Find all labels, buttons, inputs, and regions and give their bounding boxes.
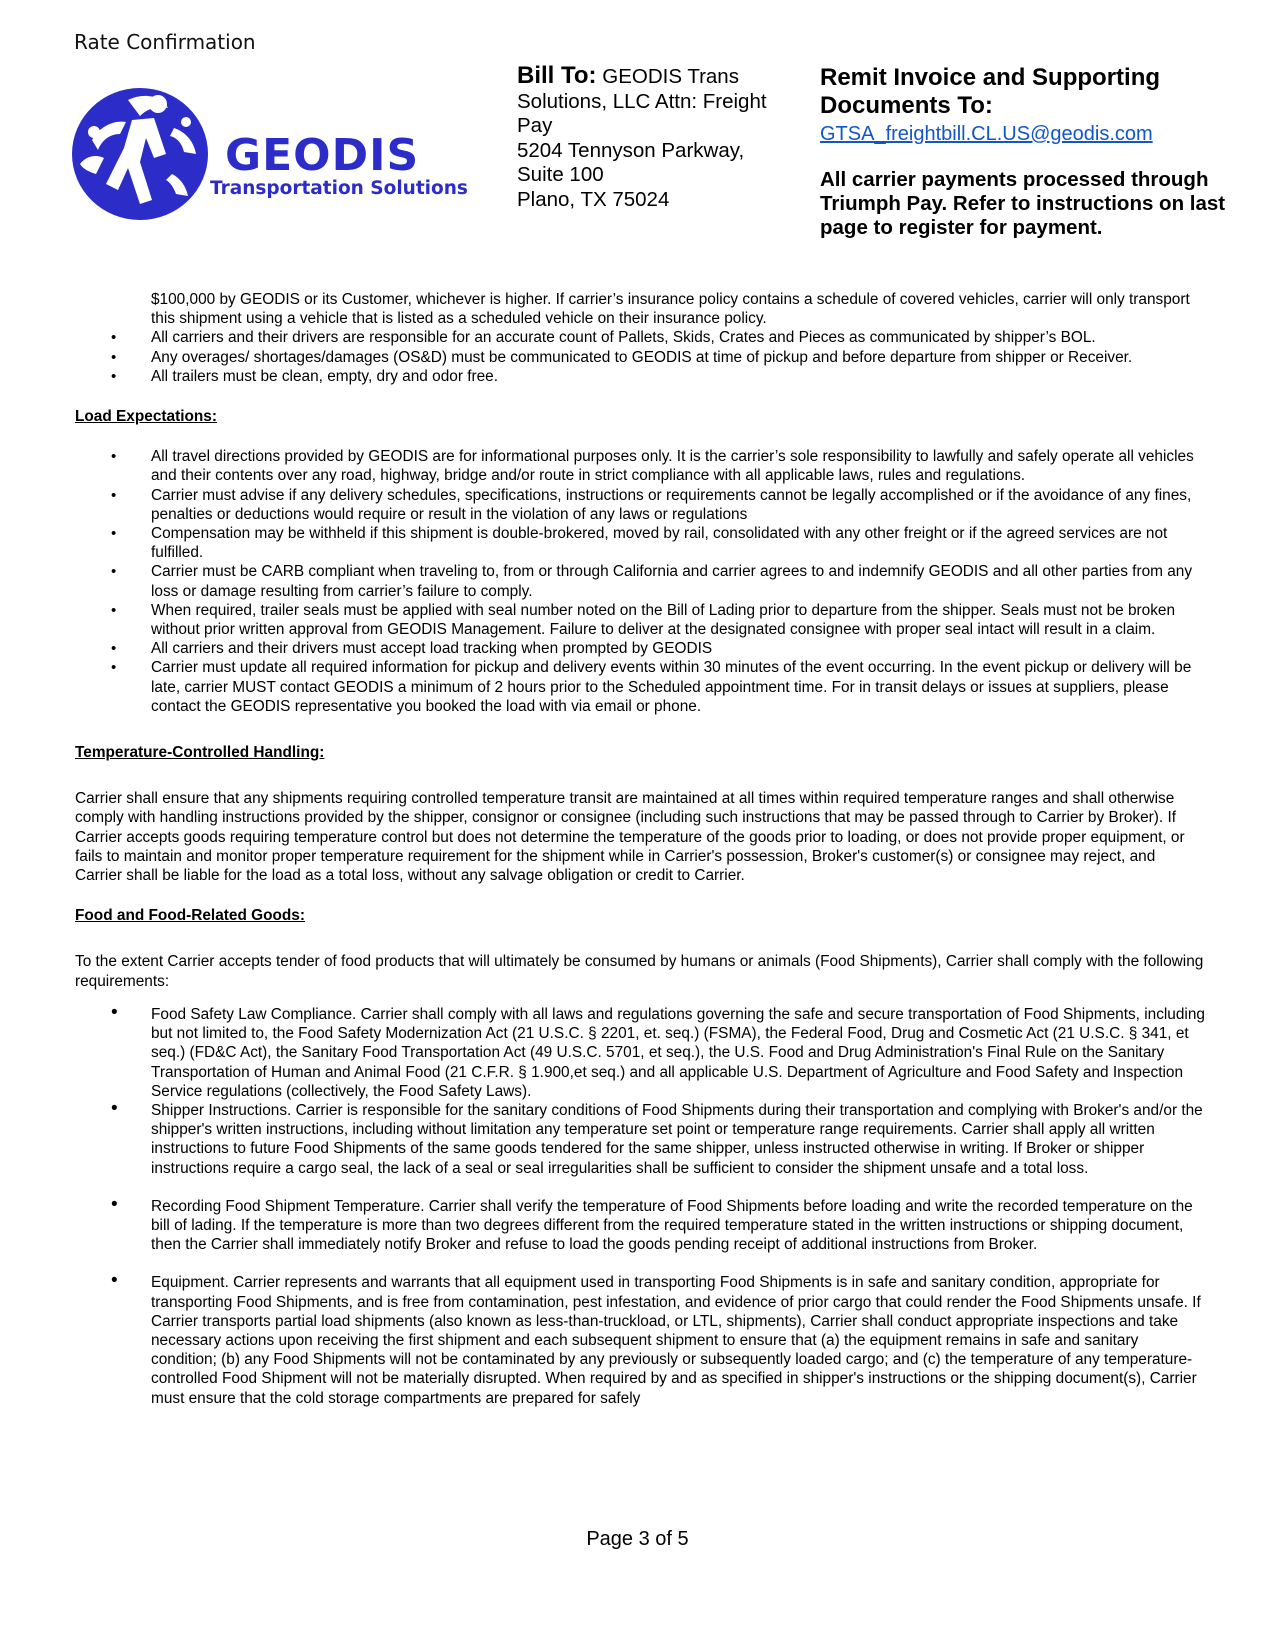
bill-to-name: GEODIS Trans Solutions, LLC Attn: Freight Pay [517, 65, 767, 137]
logo-wordmark: GEODIS [225, 130, 420, 181]
list-item: • All trailers must be clean, empty, dry and odor free. [75, 367, 1205, 386]
list-item: • Recording Food Shipment Temperature. Carrier shall verify the temperature of Food Shipments before loading and write the recorded temperature on the bill of lading. If the temperature is more than two degrees different from the required temperature stated in the written instructions or shipping document, then the Carrier shall immediately notify Broker and refuse to load the goods pending receipt of additional instructions from Broker. [75, 1197, 1205, 1255]
list-item: • All travel directions provided by GEODIS are for informational purposes only. It is the carrier’s sole responsibility to lawfully and safely operate all vehicles and their contents over any road, highway, bridge and/or route in strict compliance with all applicable laws, rules and regulations. [75, 447, 1205, 485]
geodis-logo [70, 82, 470, 222]
bill-to-address-line2: Plano, TX 75024 [517, 187, 670, 211]
document-body [75, 290, 1205, 1408]
list-item: • When required, trailer seals must be applied with seal number noted on the Bill of Lading prior to departure from the shipper. Seals must not be broken without prior written approval from GEODIS Management. Failure to deliver at the designated consignee with proper seal intact will result in a claim. [75, 601, 1205, 639]
load-expectations-heading: Load Expectations: [75, 408, 217, 426]
list-item: • Carrier must be CARB compliant when traveling to, from or through California and carrier agrees to and indemnify GEODIS and all other parties from any loss or damage resulting from carrier’s failure to comply. [75, 562, 1205, 600]
list-item: • Shipper Instructions. Carrier is responsible for the sanitary conditions of Food Shipments during their transportation and complying with Broker's and/or the shipper's written instructions, including without limitation any temperature set point or temperature range requirements. Carrier shall apply all written instructions to future Food Shipments of the same goods tendered for the same shipper, unless instructed otherwise in writing. If Broker or shipper instructions require a cargo seal, the lack of a seal or seal irregularities shall be sufficient to consider the shipment unsafe and a total loss. [75, 1101, 1205, 1178]
page-number: Page 3 of 5 [586, 1528, 689, 1550]
bill-to-label: Bill To: [517, 62, 597, 89]
list-item: • Any overages/ shortages/damages (OS&D) must be communicated to GEODIS at time of pickup and before departure from shipper or Receiver. [75, 348, 1205, 367]
document-label: Rate Confirmation [74, 30, 256, 54]
load-expectations-list [75, 447, 1205, 716]
list-item: • Compensation may be withheld if this shipment is double-brokered, moved by rail, consolidated with any other freight or if the agreed services are not fulfilled. [75, 524, 1205, 562]
list-item: • Carrier must advise if any delivery schedules, specifications, instructions or requirements cannot be legally accomplished or if the avoidance of any fines, penalties or deductions would require or result in the violation of any laws or regulations [75, 486, 1205, 524]
food-heading: Food and Food-Related Goods: [75, 907, 305, 925]
general-bullets [75, 328, 1205, 386]
food-intro: To the extent Carrier accepts tender of food products that will ultimately be consumed by humans or animals (Food Shipments), Carrier shall comply with the following requirements: [75, 953, 1204, 990]
payment-note: All carrier payments processed through Triumph Pay. Refer to instructions on last page to register for payment. [820, 168, 1226, 239]
temperature-paragraph: Carrier shall ensure that any shipments requiring controlled temperature transit are maintained at all times within required temperature ranges and shall otherwise comply with handling instructions provided by the shipper, consignor or consignee (including such instructions that may be passed through to Carrier by Broker). If Carrier accepts goods requiring temperature control but does not determine the temperature of the goods prior to loading, or does not provide proper equipment, or fails to maintain and monitor proper temperature requirement for the shipment while in Carrier's possession, Broker's customer(s) or consignee may reject, and Carrier shall be liable for the load as a total loss, without any salvage obligation or credit to Carrier. [75, 790, 1185, 885]
list-item: • Equipment. Carrier represents and warrants that all equipment used in transporting Food Shipments is in safe and sanitary condition, appropriate for transporting Food Shipments, and is free from contamination, pest infestation, and evidence of prior cargo that could render the Food Shipments unsafe. If Carrier transports partial load shipments (also known as less-than-truckload, or LTL, shipments), Carrier shall conduct appropriate inspections and take necessary actions upon receiving the first shipment and each subsequent shipment to ensure that (a) the equipment remains in safe and sanitary condition; (b) any Food Shipments will not be contaminated by any previously or subsequently loaded cargo; and (c) the temperature of any temperature-controlled Food Shipment will not be materially disrupted. When required by and as specified in shipper's instructions or the shipping document(s), Carrier must ensure that the cold storage compartments are prepared for safely [75, 1273, 1205, 1407]
list-item: • Food Safety Law Compliance. Carrier shall comply with all laws and regulations governing the safe and secure transportation of Food Shipments, including but not limited to, the Food Safety Modernization Act (21 U.S.C. § 2201, et. seq.) (FSMA), the Federal Food, Drug and Cosmetic Act (21 U.S.C. § 341, et seq.) (FD&C Act), the Sanitary Food Transportation Act (49 U.S.C. 5701, et seq.), the U.S. Food and Drug Administration's Final Rule on the Sanitary Transportation of Human and Animal Food (21 C.F.R. § 1.900,et seq.) and all applicable U.S. Department of Agriculture and Food Safety and Inspection Service regulations (collectively, the Food Safety Laws). [75, 1005, 1205, 1101]
list-item: • All carriers and their drivers are responsible for an accurate count of Pallets, Skids, Crates and Pieces as communicated by shipper’s BOL. [75, 328, 1205, 347]
remit-title: Remit Invoice and Supporting Documents To: [820, 64, 1161, 119]
geodis-emblem-icon [70, 82, 215, 222]
bill-to-address-line1: 5204 Tennyson Parkway, Suite 100 [517, 138, 745, 186]
food-list [75, 1005, 1205, 1408]
insurance-continuation: $100,000 by GEODIS or its Customer, whichever is higher. If carrier’s insurance policy contains a schedule of covered vehicles, carrier will only transport this shipment using a vehicle that is listed as a scheduled vehicle on their insurance policy. [151, 291, 1190, 328]
list-item: • All carriers and their drivers must accept load tracking when prompted by GEODIS [75, 639, 1205, 658]
remit-email-link[interactable]: GTSA_freightbill.CL.US@geodis.com [820, 123, 1153, 145]
remit-block [820, 64, 1260, 240]
bill-to-block [517, 64, 792, 212]
list-item: • Carrier must update all required information for pickup and delivery events within 30 minutes of the event occurring. In the event pickup or delivery will be late, carrier MUST contact GEODIS a minimum of 2 hours prior to the Scheduled appointment time. For in transit delays or issues at suppliers, please contact the GEODIS representative you booked the load with via email or phone. [75, 658, 1205, 716]
logo-subtitle: Transportation Solutions [210, 178, 468, 199]
temperature-heading: Temperature-Controlled Handling: [75, 744, 325, 762]
